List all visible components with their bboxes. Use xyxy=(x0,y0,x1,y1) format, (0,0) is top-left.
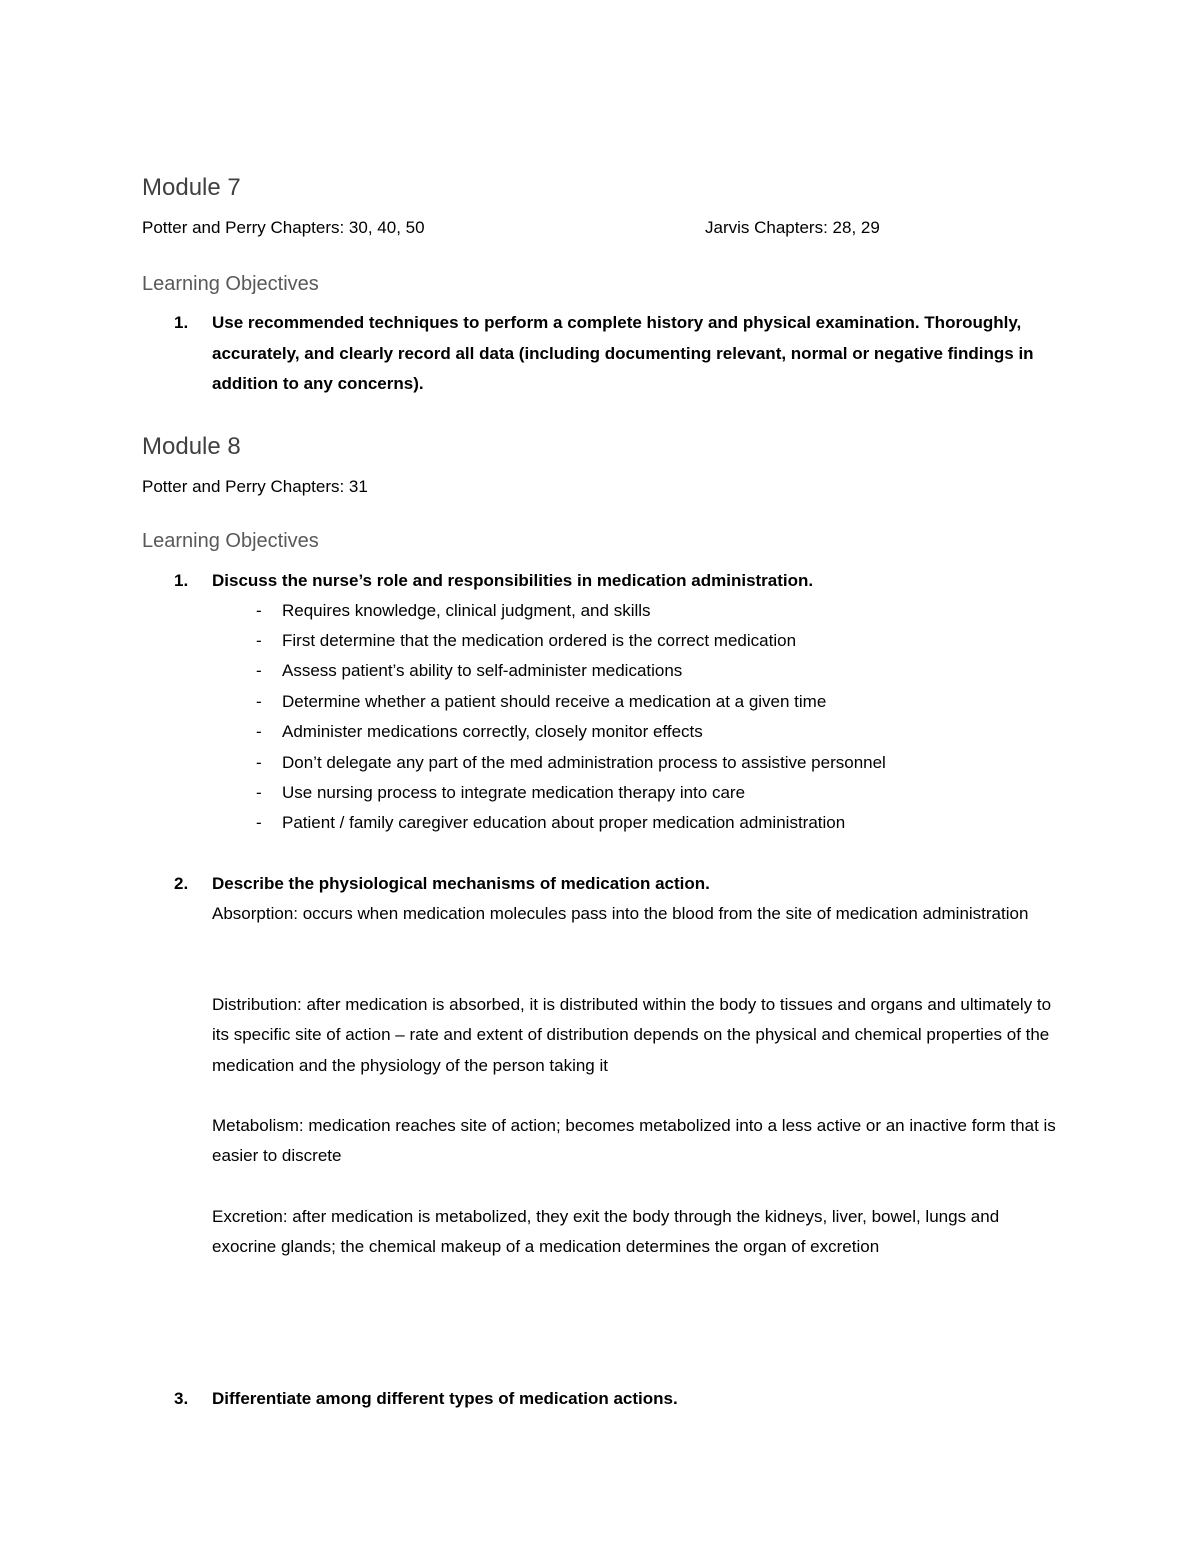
module-8-objective-3-number: 3. xyxy=(174,1389,189,1408)
bullet-dash: - xyxy=(256,753,262,772)
module-8-objective-3-text: Differentiate among different types of medication actions. xyxy=(212,1389,678,1408)
list-item: First determine that the medication ordered is the correct medication xyxy=(282,631,797,650)
module-7-title: Module 7 xyxy=(142,174,241,201)
list-item: Patient / family caregiver education about proper medication administration xyxy=(282,813,846,832)
bullet-dash: - xyxy=(256,631,262,650)
bullet-dash: - xyxy=(256,692,262,711)
list-item: Assess patient’s ability to self-administer medications xyxy=(282,661,683,680)
module-8-potter-perry-chapters: Potter and Perry Chapters: 31 xyxy=(142,477,368,496)
bullet-dash: - xyxy=(256,722,262,741)
module-7-objectives-heading: Learning Objectives xyxy=(142,273,319,295)
list-item: Don’t delegate any part of the med administration process to assistive personnel xyxy=(282,753,886,772)
module-7-objective-1-text: Use recommended techniques to perform a complete history and physical examination. Thoroughly, accurately, and clearly record all data (including documenting relevant, normal or negative findings in addition to any concerns). xyxy=(212,313,1034,393)
module-8-objective-1-number: 1. xyxy=(174,571,189,590)
list-item: Determine whether a patient should receive a medication at a given time xyxy=(282,692,827,711)
module-8-objective-1-text: Discuss the nurse’s role and responsibilities in medication administration. xyxy=(212,571,814,590)
module-7-objective-1-number: 1. xyxy=(174,313,189,332)
list-item: Administer medications correctly, closely monitor effects xyxy=(282,722,703,741)
absorption-paragraph: Absorption: occurs when medication molecules pass into the blood from the site of medication administration xyxy=(212,904,1029,923)
metabolism-paragraph: Metabolism: medication reaches site of action; becomes metabolized into a less active or an inactive form that is easier to discrete xyxy=(212,1116,1056,1166)
list-item: Use nursing process to integrate medication therapy into care xyxy=(282,783,746,802)
bullet-dash: - xyxy=(256,661,262,680)
list-item: Requires knowledge, clinical judgment, and skills xyxy=(282,601,651,620)
bullet-dash: - xyxy=(256,813,262,832)
module-8-objectives-heading: Learning Objectives xyxy=(142,530,319,552)
bullet-dash: - xyxy=(256,601,262,620)
excretion-paragraph: Excretion: after medication is metabolized, they exit the body through the kidneys, liver, bowel, lungs and exocrine glands; the chemical makeup of a medication determines the organ of excretion xyxy=(212,1207,1000,1257)
module-7-jarvis-chapters: Jarvis Chapters: 28, 29 xyxy=(705,218,880,237)
module-7-potter-perry-chapters: Potter and Perry Chapters: 30, 40, 50 xyxy=(142,218,425,237)
module-8-title: Module 8 xyxy=(142,433,241,460)
distribution-paragraph: Distribution: after medication is absorbed, it is distributed within the body to tissues and organs and ultimately to its specific site of action – rate and extent of distribution depends on the physical and chemical properties of the medication and the physiology of the person taking it xyxy=(212,995,1052,1075)
bullet-dash: - xyxy=(256,783,262,802)
module-8-objective-2-number: 2. xyxy=(174,874,189,893)
module-8-objective-2-text: Describe the physiological mechanisms of medication action. xyxy=(212,874,710,893)
